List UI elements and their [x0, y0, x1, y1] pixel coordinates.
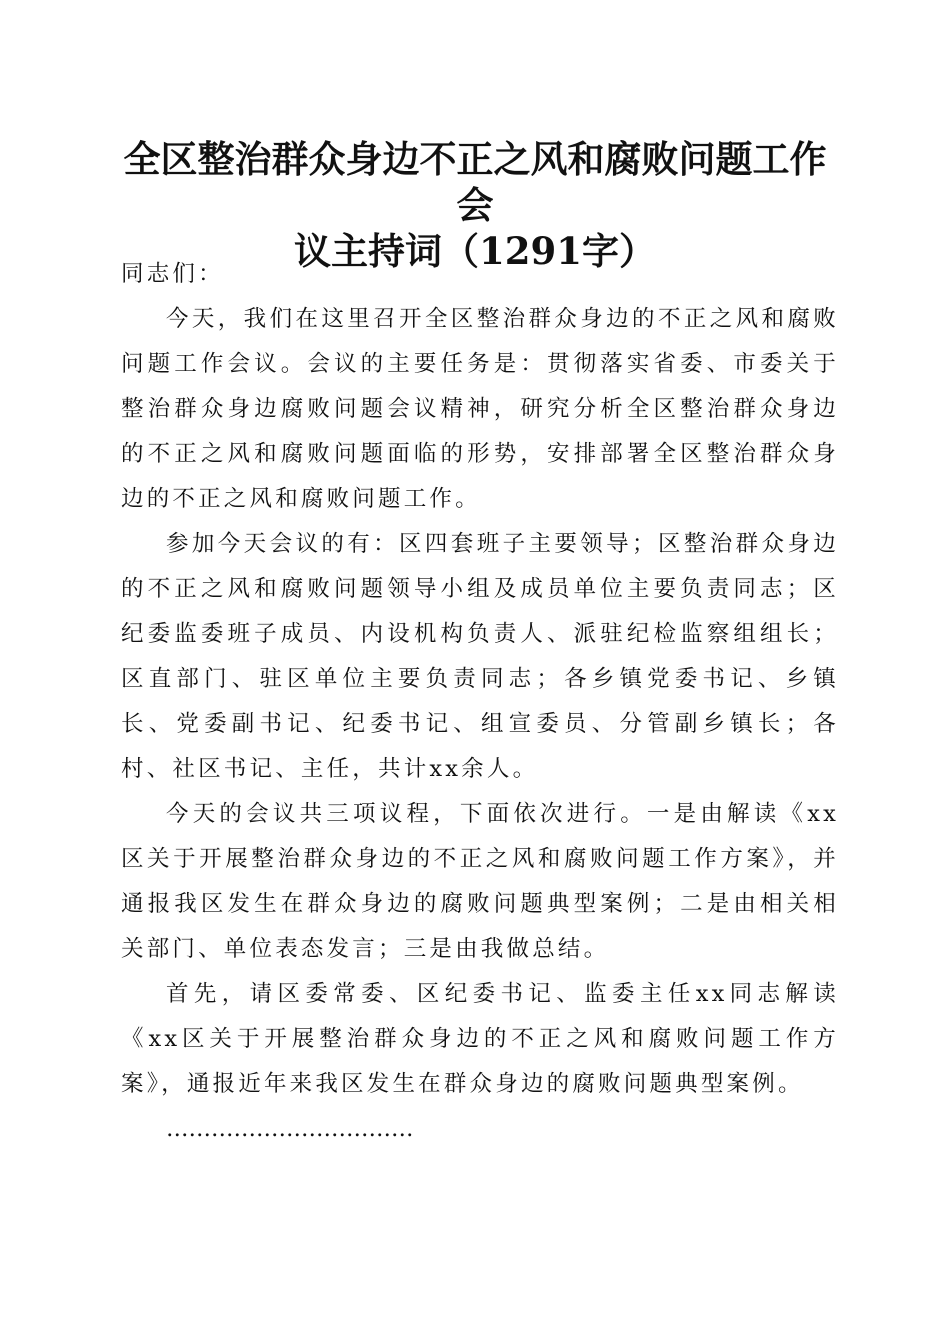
- paragraph-opening: 今天，我们在这里召开全区整治群众身边的不正之风和腐败问题工作会议。会议的主要任务是：贯彻落实省委、市委关于整治群众身边腐败问题会议精神，研究分析全区整治群众身边的不正之风和腐败问题面临的形势，安排部署全区整治群众身边的不正之风和腐败问题工作。: [121, 306, 839, 512]
- salutation: 同志们：: [121, 261, 224, 287]
- paragraph-attendees: 参加今天会议的有：区四套班子主要领导；区整治群众身边的不正之风和腐败问题领导小组及成员单位主要负责同志；区纪委监委班子成员、内设机构负责人、派驻纪检监察组组长；区直部门、驻区单位主要负责同志；各乡镇党委书记、乡镇长、党委副书记、纪委书记、组宣委员、分管副乡镇长；各村、社区书记、主任，共计xx余人。: [121, 531, 839, 782]
- title-line-2: 议主持词（1291字）: [294, 229, 656, 273]
- title-line-1: 全区整治群众身边不正之风和腐败问题工作会: [123, 137, 827, 227]
- ellipsis: ……………………………: [166, 1116, 414, 1142]
- document-body: [121, 252, 839, 1152]
- paragraph-first-item: 首先，请区委常委、区纪委书记、监委主任xx同志解读《xx区关于开展整治群众身边的不正之风和腐败问题工作方案》，通报近年来我区发生在群众身边的腐败问题典型案例。: [121, 981, 839, 1097]
- paragraph-agenda: 今天的会议共三项议程，下面依次进行。一是由解读《xx区关于开展整治群众身边的不正之风和腐败问题工作方案》，并通报我区发生在群众身边的腐败问题典型案例；二是由相关相关部门、单位表态发言；三是由我做总结。: [121, 801, 839, 962]
